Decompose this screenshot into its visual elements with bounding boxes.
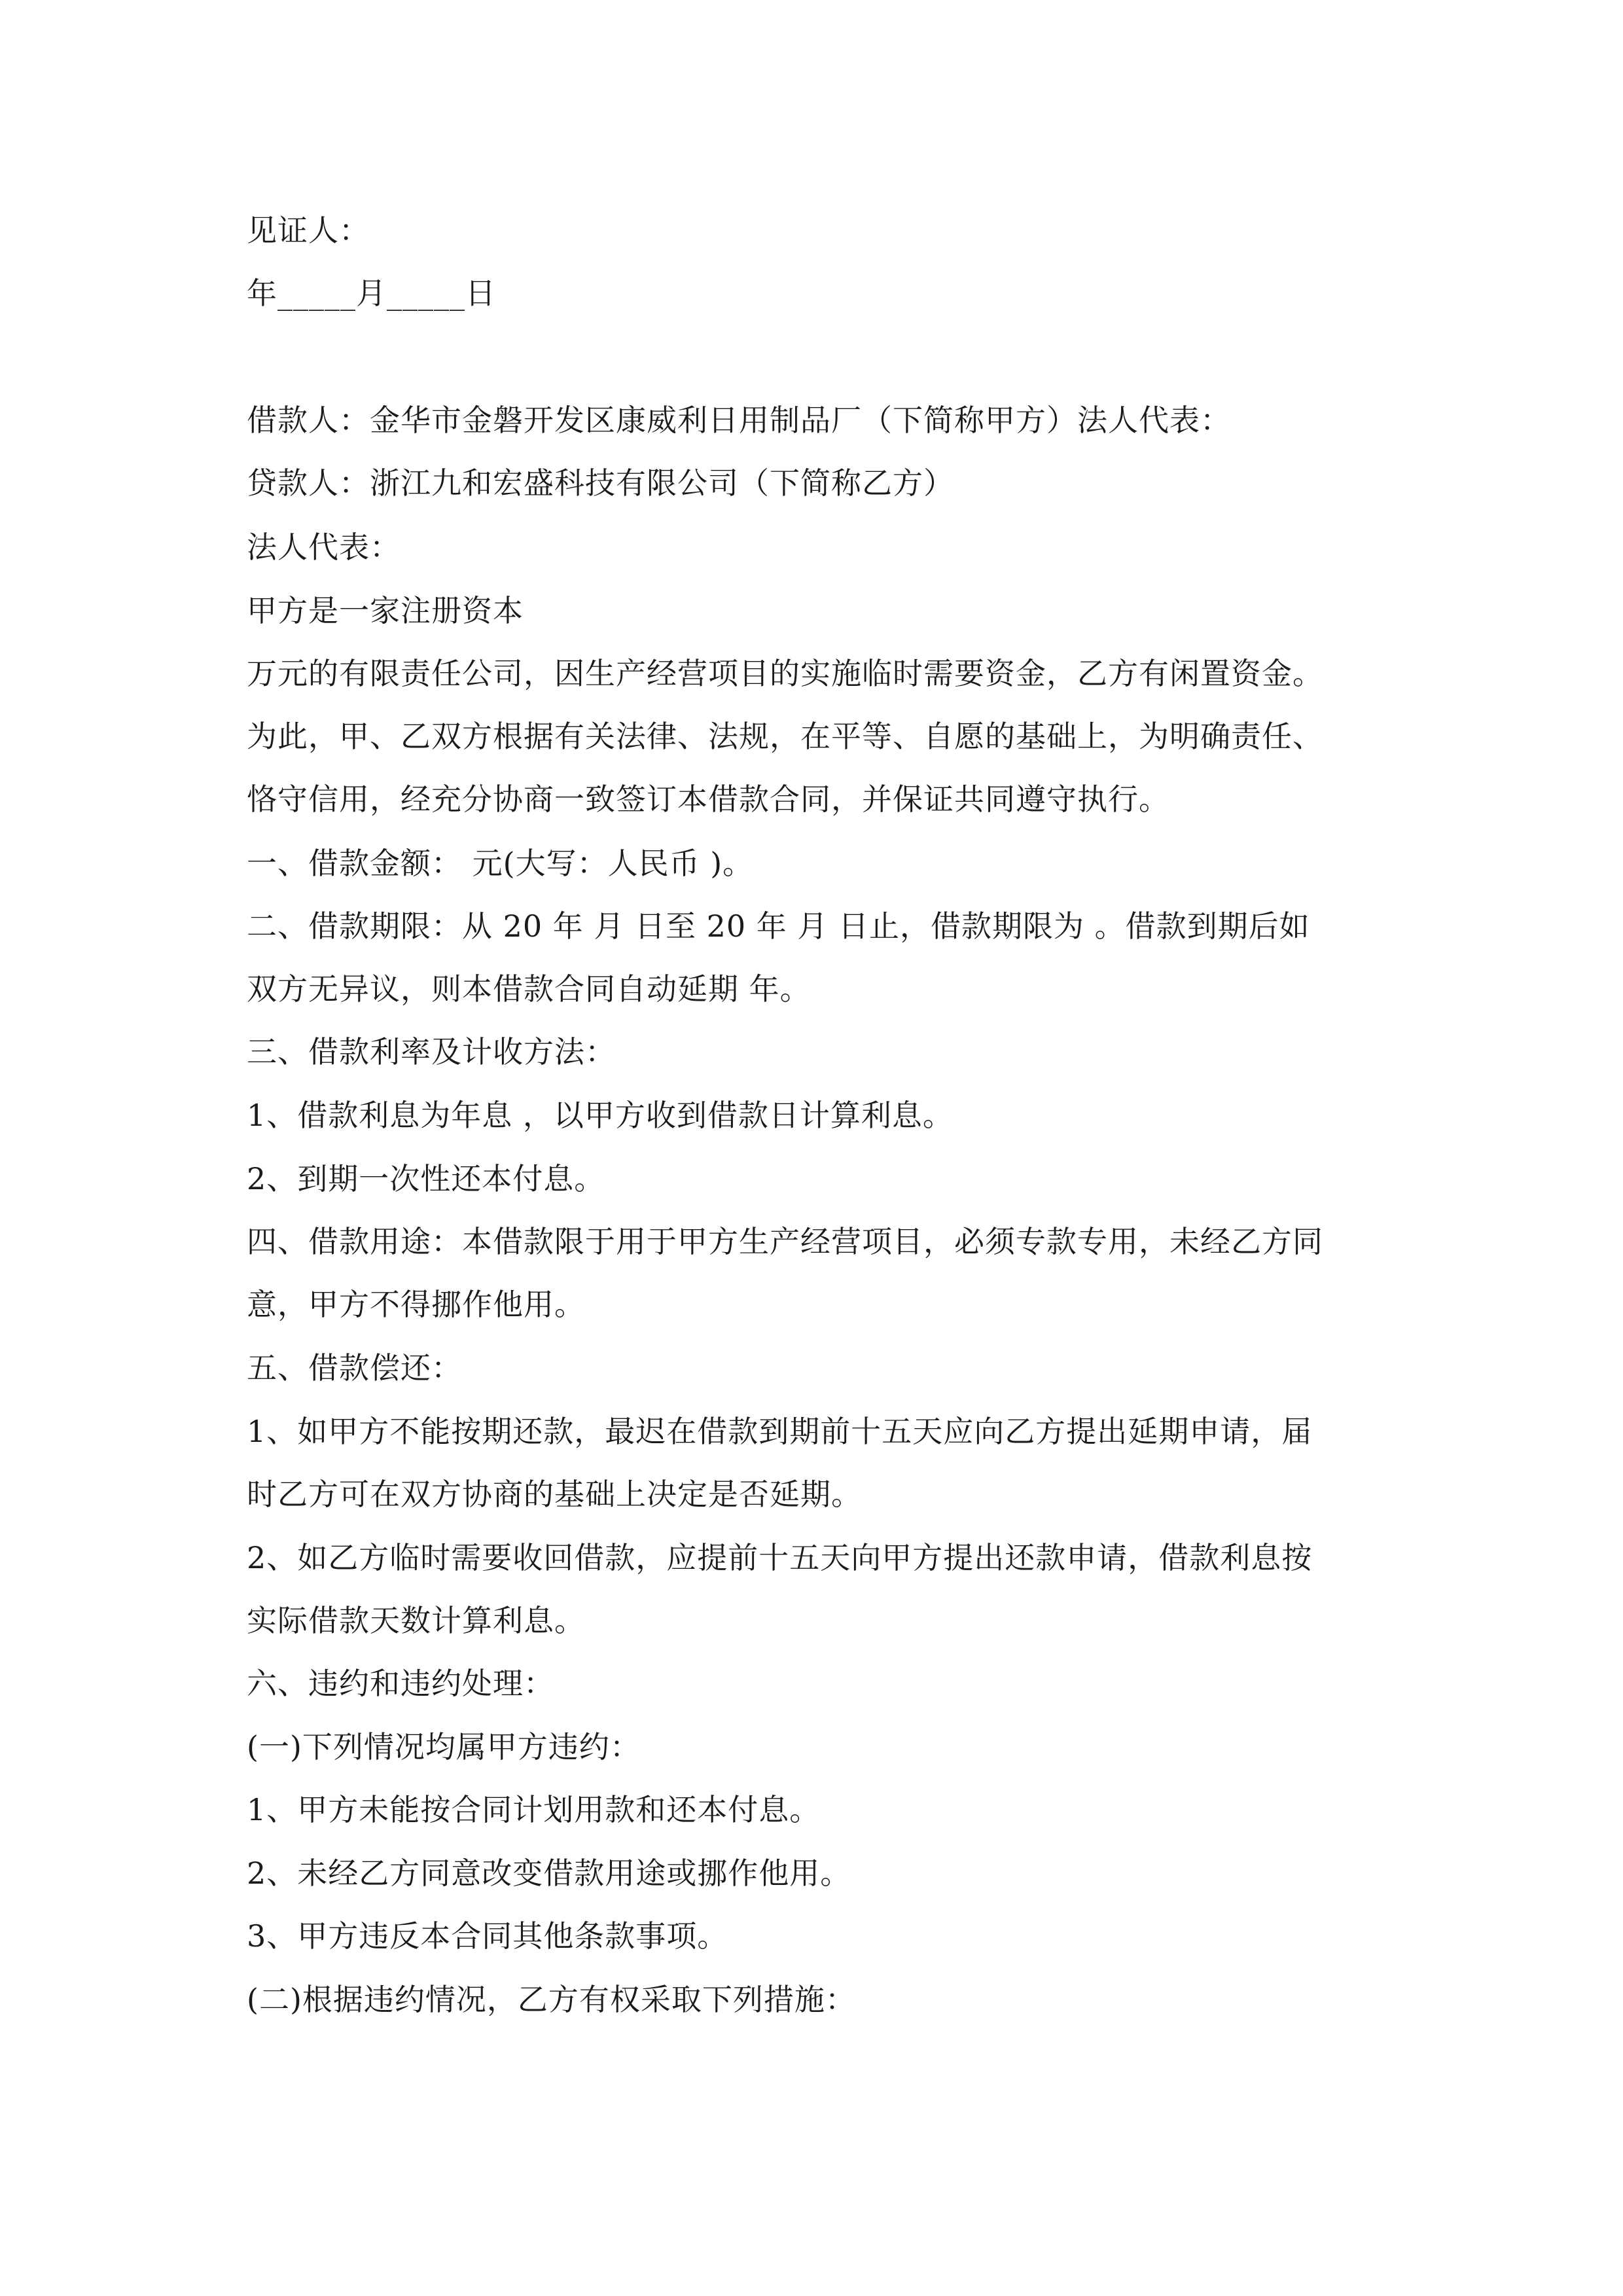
clause-breach-item-2: 2、未经乙方同意改变借款用途或挪作他用。 xyxy=(247,1856,851,1891)
witness-date-line: 年_____月_____日 xyxy=(247,276,496,311)
clause-breach-title: 六、违约和违约处理： xyxy=(247,1666,554,1701)
witness-label: 见证人： xyxy=(247,213,370,248)
clause-repay-1-line-1: 1、如甲方不能按期还款，最迟在借款到期前十五天应向乙方提出延期申请，届 xyxy=(247,1414,1313,1449)
clause-repay-2-line-2: 实际借款天数计算利息。 xyxy=(247,1603,585,1638)
clause-repay-2-line-1: 2、如乙方临时需要收回借款，应提前十五天向甲方提出还款申请，借款利息按 xyxy=(247,1540,1313,1575)
clause-repay-title: 五、借款偿还： xyxy=(247,1350,462,1386)
clause-rate-item-2: 2、到期一次性还本付息。 xyxy=(247,1161,605,1196)
clause-amount: 一、借款金额： 元(大写：人民币 )。 xyxy=(247,846,754,881)
clause-breach-item-3: 3、甲方违反本合同其他条款事项。 xyxy=(247,1918,728,1954)
clause-use-line-1: 四、借款用途：本借款限于用于甲方生产经营项目，必须专款专用，未经乙方同 xyxy=(247,1224,1323,1259)
clause-breach-sub-2: (二)根据违约情况，乙方有权采取下列措施： xyxy=(247,1982,856,2017)
clause-rate-title: 三、借款利率及计收方法： xyxy=(247,1034,616,1069)
clause-term-line-2: 双方无异议，则本借款合同自动延期 年。 xyxy=(247,971,811,1007)
preamble-line-2: 万元的有限责任公司，因生产经营项目的实施临时需要资金，乙方有闲置资金。 xyxy=(247,656,1323,691)
lender-line: 贷款人：浙江九和宏盛科技有限公司（下简称乙方） xyxy=(247,465,954,501)
clause-breach-item-1: 1、甲方未能按合同计划用款和还本付息。 xyxy=(247,1792,821,1827)
borrower-line: 借款人：金华市金磐开发区康威利日用制品厂（下简称甲方）法人代表： xyxy=(247,403,1231,438)
clause-repay-1-line-2: 时乙方可在双方协商的基础上决定是否延期。 xyxy=(247,1477,862,1512)
preamble-line-3: 为此，甲、乙双方根据有关法律、法规，在平等、自愿的基础上，为明确责任、 xyxy=(247,719,1323,754)
clause-rate-item-1: 1、借款利息为年息 ，以甲方收到借款日计算利息。 xyxy=(247,1098,954,1133)
clause-use-line-2: 意，甲方不得挪作他用。 xyxy=(247,1287,585,1322)
legal-rep-line: 法人代表： xyxy=(247,529,401,565)
preamble-line-4: 恪守信用，经充分协商一致签订本借款合同，并保证共同遵守执行。 xyxy=(247,781,1169,817)
clause-breach-sub-1: (一)下列情况均属甲方违约： xyxy=(247,1729,641,1765)
clause-term-line-1: 二、借款期限：从 20 年 月 日至 20 年 月 日止，借款期限为 。借款到期后如 xyxy=(247,908,1310,944)
preamble-line-1: 甲方是一家注册资本 xyxy=(247,593,524,628)
